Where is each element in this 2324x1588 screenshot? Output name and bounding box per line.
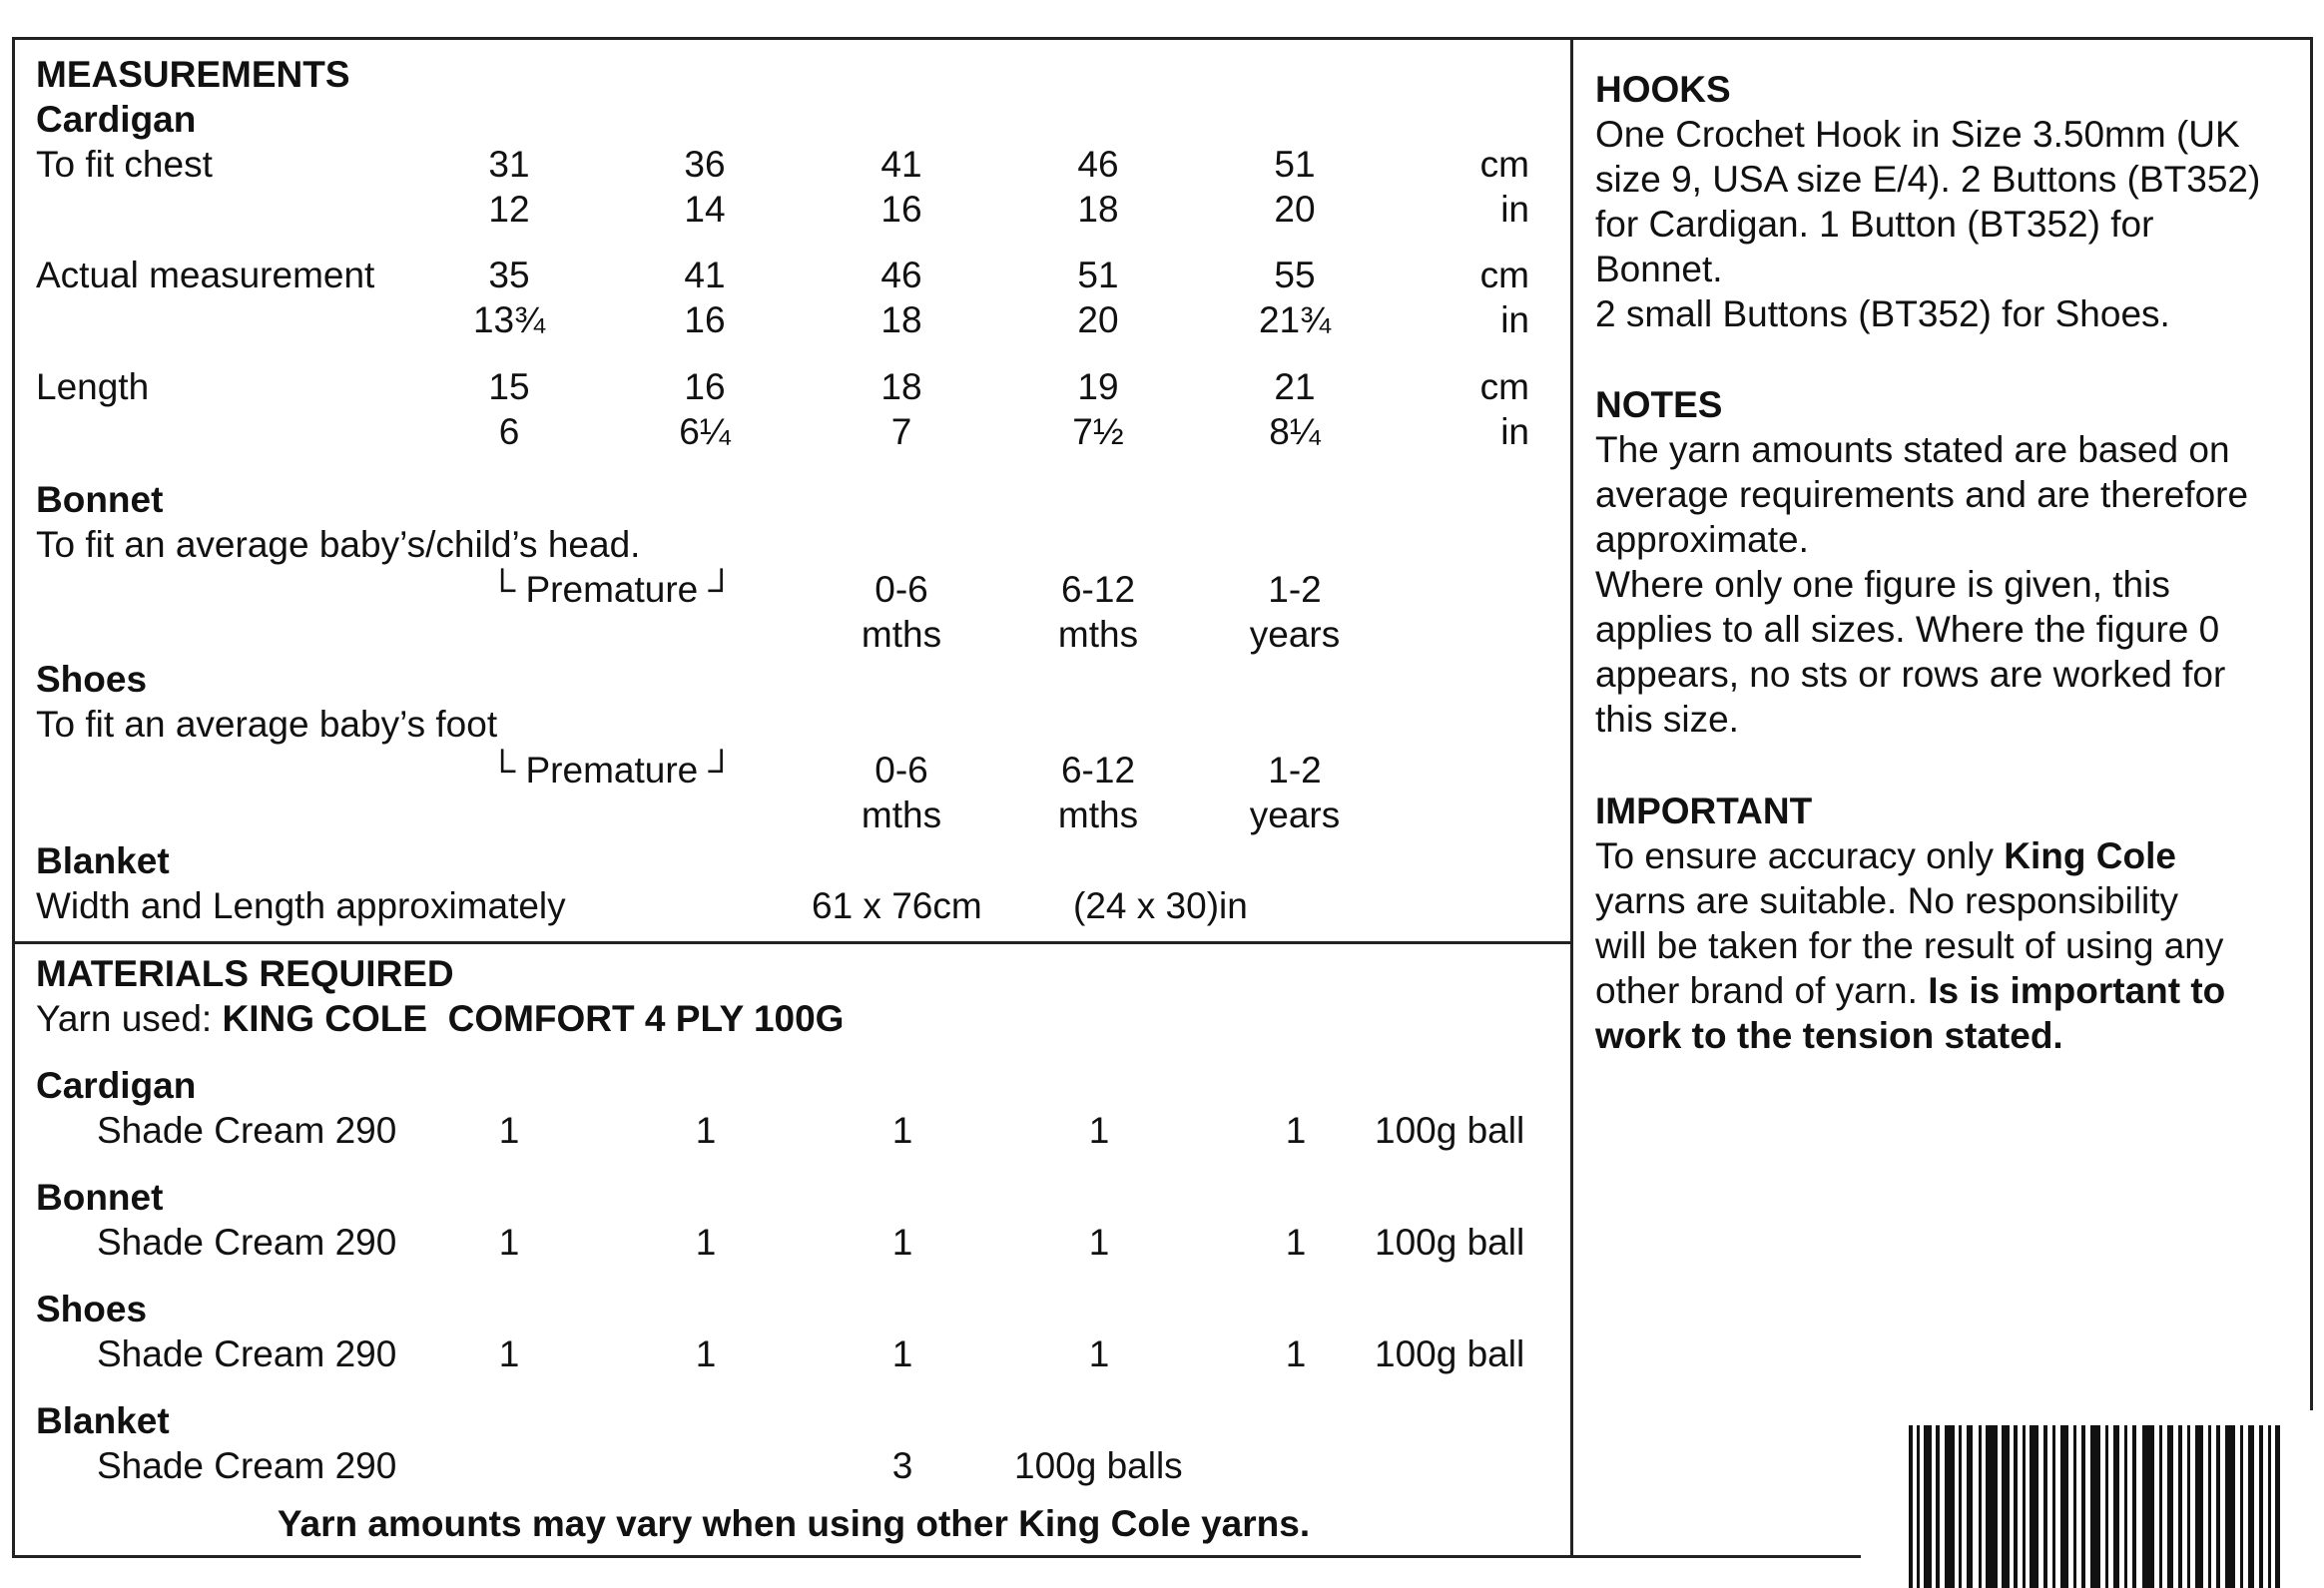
size-value: 13¾ — [472, 299, 545, 340]
measurements-heading: MEASUREMENTS — [36, 54, 350, 95]
important-line4-text: other brand of yarn. — [1595, 970, 1929, 1011]
size-range: 0-6 — [874, 569, 928, 610]
hooks-line: Bonnet. — [1595, 249, 1723, 289]
ball-count: 1 — [1088, 1222, 1110, 1263]
unit-label: in — [1500, 189, 1529, 230]
yarn-footnote: Yarn amounts may vary when using other King Cole yarns. — [277, 1503, 1311, 1544]
size-range: 0-6 — [874, 750, 928, 791]
blanket-heading: Blanket — [36, 840, 170, 881]
ball-count: 1 — [891, 1333, 913, 1374]
notes-line: applies to all sizes. Where the figure 0 — [1595, 609, 2220, 650]
ball-count: 3 — [891, 1445, 913, 1486]
size-value: 41 — [880, 144, 922, 185]
notes-line: The yarn amounts stated are based on — [1595, 429, 2230, 470]
important-line: yarns are suitable. No responsibility — [1595, 880, 2179, 921]
notes-heading: NOTES — [1595, 384, 1723, 425]
size-value: 16 — [684, 366, 726, 407]
important-line — [1595, 968, 2225, 1013]
ball-count: 1 — [498, 1222, 520, 1263]
size-value: 20 — [1077, 299, 1119, 340]
hooks-heading: HOOKS — [1595, 69, 1731, 110]
size-value: 20 — [1274, 189, 1316, 230]
row-label-actual-measurement: Actual measurement — [36, 255, 375, 295]
size-value: 46 — [1077, 144, 1119, 185]
size-range: 1-2 — [1268, 569, 1322, 610]
blanket-description: Width and Length approximately — [36, 885, 566, 926]
shade-label: Shade Cream 290 — [97, 1110, 397, 1151]
materials-bonnet-heading: Bonnet — [36, 1177, 164, 1218]
yarn-used-line — [36, 996, 844, 1041]
ball-count: 1 — [695, 1333, 717, 1374]
size-value: 7½ — [1072, 411, 1124, 452]
ball-count: 1 — [1088, 1110, 1110, 1151]
ball-count: 1 — [891, 1222, 913, 1263]
ball-count: 1 — [695, 1110, 717, 1151]
unit-label: cm — [1479, 255, 1529, 295]
size-value: 21¾ — [1258, 299, 1331, 340]
size-value: 18 — [880, 299, 922, 340]
important-line1-text: To ensure accuracy only — [1595, 835, 2005, 876]
size-value: 46 — [880, 255, 922, 295]
shade-label: Shade Cream 290 — [97, 1445, 397, 1486]
size-unit: mths — [861, 794, 942, 835]
size-value: 8¼ — [1269, 411, 1321, 452]
size-value: 18 — [1077, 189, 1119, 230]
notes-line: appears, no sts or rows are worked for — [1595, 654, 2226, 695]
size-unit: mths — [1057, 794, 1139, 835]
materials-blanket-heading: Blanket — [36, 1400, 170, 1441]
ball-count: 1 — [1285, 1110, 1307, 1151]
notes-line: average requirements and are therefore — [1595, 474, 2249, 515]
bonnet-heading: Bonnet — [36, 479, 164, 520]
ball-count: 1 — [1088, 1333, 1110, 1374]
shoes-heading: Shoes — [36, 659, 148, 700]
size-range: 6-12 — [1060, 750, 1136, 791]
size-unit: mths — [1057, 614, 1139, 655]
size-value: 51 — [1077, 255, 1119, 295]
unit-label: in — [1500, 299, 1529, 340]
size-value: 15 — [488, 366, 530, 407]
unit-label: cm — [1479, 366, 1529, 407]
ball-unit: 100g ball — [1375, 1110, 1525, 1151]
premature-size-label: └ Premature ┘ — [489, 750, 735, 791]
size-value: 36 — [684, 144, 726, 185]
size-value: 16 — [684, 299, 726, 340]
materials-heading: MATERIALS REQUIRED — [36, 953, 454, 994]
size-value: 51 — [1274, 144, 1316, 185]
section-divider — [12, 941, 1571, 944]
unit-label: in — [1500, 411, 1529, 452]
size-value: 19 — [1077, 366, 1119, 407]
premature-size-label: └ Premature ┘ — [489, 569, 735, 610]
size-value: 12 — [488, 189, 530, 230]
size-value: 21 — [1274, 366, 1316, 407]
yarn-name: KING COLE COMFORT 4 PLY 100G — [222, 998, 845, 1039]
notes-line: this size. — [1595, 699, 1739, 740]
frame-right — [2310, 37, 2313, 1410]
size-value: 35 — [488, 255, 530, 295]
cardigan-heading: Cardigan — [36, 99, 197, 140]
barcode — [1909, 1425, 2282, 1588]
materials-shoes-heading: Shoes — [36, 1289, 148, 1329]
size-value: 6 — [498, 411, 520, 452]
hooks-line: for Cardigan. 1 Button (BT352) for — [1595, 204, 2154, 245]
ball-unit: 100g ball — [1375, 1222, 1525, 1263]
size-value: 31 — [488, 144, 530, 185]
shade-label: Shade Cream 290 — [97, 1333, 397, 1374]
unit-label: cm — [1479, 144, 1529, 185]
hooks-line: size 9, USA size E/4). 2 Buttons (BT352) — [1595, 159, 2261, 200]
frame-top — [12, 37, 2310, 40]
ball-count: 1 — [891, 1110, 913, 1151]
size-value: 16 — [880, 189, 922, 230]
shade-label: Shade Cream 290 — [97, 1222, 397, 1263]
size-range: 6-12 — [1060, 569, 1136, 610]
size-value: 14 — [684, 189, 726, 230]
frame-bottom — [12, 1555, 1861, 1558]
size-value: 18 — [880, 366, 922, 407]
ball-count: 1 — [1285, 1333, 1307, 1374]
important-line: will be taken for the result of using any — [1595, 925, 2224, 966]
size-unit: mths — [861, 614, 942, 655]
size-value: 55 — [1274, 255, 1316, 295]
row-label-length: Length — [36, 366, 150, 407]
blanket-size-cm: 61 x 76cm — [812, 885, 982, 926]
important-line — [1595, 833, 2176, 878]
hooks-line: 2 small Buttons (BT352) for Shoes. — [1595, 293, 2170, 334]
shoes-description: To fit an average baby’s foot — [36, 704, 498, 745]
row-label-to-fit-chest: To fit chest — [36, 144, 213, 185]
notes-line: approximate. — [1595, 519, 1809, 560]
tension-warning-cont: work to the tension stated. — [1595, 1015, 2063, 1056]
size-range: 1-2 — [1268, 750, 1322, 791]
tension-warning: Is is important to — [1928, 970, 2226, 1011]
blanket-size-in: (24 x 30)in — [1073, 885, 1248, 926]
frame-left — [12, 37, 15, 1558]
hooks-line: One Crochet Hook in Size 3.50mm (UK — [1595, 114, 2240, 155]
size-value: 7 — [890, 411, 912, 452]
materials-cardigan-heading: Cardigan — [36, 1065, 197, 1106]
important-heading: IMPORTANT — [1595, 791, 1813, 831]
bonnet-description: To fit an average baby’s/child’s head. — [36, 524, 641, 565]
ball-count: 1 — [695, 1222, 717, 1263]
size-unit: years — [1249, 614, 1341, 655]
notes-line: Where only one figure is given, this — [1595, 564, 2170, 605]
brand-name: King Cole — [2004, 835, 2176, 876]
size-value: 6¼ — [679, 411, 731, 452]
ball-count: 1 — [498, 1333, 520, 1374]
ball-unit: 100g balls — [1014, 1445, 1183, 1486]
ball-unit: 100g ball — [1375, 1333, 1525, 1374]
ball-count: 1 — [498, 1110, 520, 1151]
yarn-used-prefix: Yarn used: — [36, 998, 223, 1039]
size-unit: years — [1249, 794, 1341, 835]
size-value: 41 — [684, 255, 726, 295]
column-divider — [1570, 37, 1573, 1558]
ball-count: 1 — [1285, 1222, 1307, 1263]
